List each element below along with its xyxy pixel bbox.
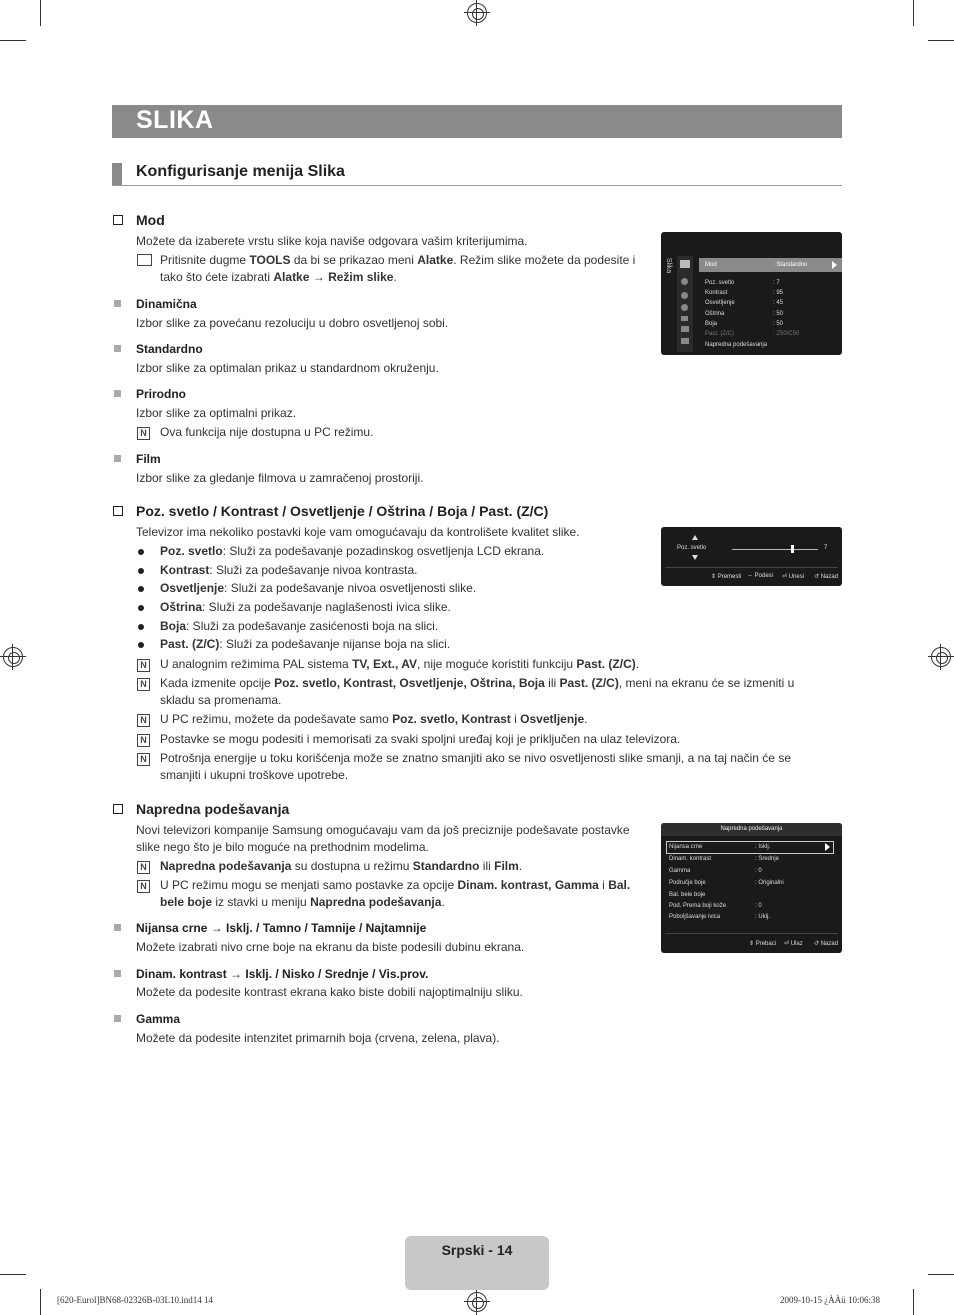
poz-bullet [160,599,451,616]
text-run: Bal. [608,878,631,892]
menu-row-value: : Standardno [773,262,808,268]
dialog-title: Napredna podešavanja [720,826,783,832]
menu-row-label: Nijansa crne [669,844,703,850]
text-run: . Režim slike možete da podesite i [453,253,636,267]
menu-row-label: Oštrina [705,311,725,317]
note-icon: N [137,714,150,727]
menu-row-label: Past. (Z/C) [705,331,735,337]
text-run: skladu sa promenama. [160,693,282,707]
poz-note [160,675,820,709]
note-icon: N [137,659,150,672]
checkbox-bullet-icon [113,506,123,516]
mod-item-title: Prirodno [136,387,186,401]
mod-tools-note: Pritisnite dugme TOOLS da bi se prikazao meni Alatke. Režim slike možete da podesite i tako što ćete izabrati Alatke → Režim slike. [160,253,636,284]
text-run: Oštrina [160,600,203,614]
napredna-item-title: Gamma [136,1012,181,1026]
nav-hint-enter: ⏎ Unesi [782,574,805,580]
poz-note [160,711,588,728]
text-run: Past. (Z/C) [559,676,619,690]
square-bullet-icon [114,390,121,397]
text-run: : Služi za podešavanje naglašenosti ivica slike. [202,600,451,614]
page-title: SLIKA [136,106,214,134]
nav-hint-enter: ⏎ Ulaz [784,941,803,947]
text-run: : Služi za podešavanje pozadinskog osvetljenja LCD ekrana. [222,544,545,558]
poz-bullet [160,562,417,579]
support-icon [681,338,689,344]
text-run: Poz. svetlo, Kontrast, Osvetljenje, Oštrina, Boja [274,676,545,690]
nav-hint-return: ↺ Nazad [814,574,839,580]
text-run: : Služi za podešavanje nijanse boja na slici. [219,637,451,651]
text-run: Napredna podešavanja [160,859,292,873]
square-bullet-icon [114,455,121,462]
right-arrow-icon [825,843,830,851]
slider-track[interactable] [732,549,818,550]
poz-bullet [160,636,450,653]
print-slug-right: 2009-10-15 ¿ÀÀü 10:06:38 [780,1295,880,1305]
menu-row-value: : 50 [773,311,784,317]
text-run: Premesti [717,574,742,580]
crop-mark [40,1289,41,1315]
menu-row-label: Poz. svetlo [705,280,735,286]
text-run: Kada izmenite opcije [160,676,275,690]
menu-row-label: Osvetljenje [705,300,735,306]
text-run: U PC režimu mogu se menjati samo postavke za opcije [160,878,458,892]
napredna-item-title: Nijansa crne → Isklj. / Tamno / Tamnije / Najtamnije [136,921,427,935]
text-run: Dinam. kontrast, Gamma [457,878,599,892]
text-run: Osvetljenje [160,581,225,595]
text-run: . [441,895,445,909]
text-run: Podesi [754,573,774,579]
text-run: Film [494,859,519,873]
menu-row-value: : Isklj. [755,844,771,850]
mod-item-title: Film [136,452,161,466]
crop-mark [928,40,954,41]
text-run: Poz. svetlo [160,544,223,558]
registration-mark [467,1292,487,1312]
poz-note [160,750,820,784]
napredna-note [160,858,522,875]
text-run: Past. (Z/C) [160,637,220,651]
poz-bullet [160,543,544,560]
menu-row-label: Dinam. kontrast [669,856,712,862]
square-bullet-icon [114,1015,121,1022]
mod-item-text: Izbor slike za optimalan prikaz u standardnom okruženju. [136,361,439,375]
text-run: Standardno [412,859,480,873]
text-run: Osvetljenje [520,712,585,726]
crop-mark [40,0,41,26]
napredna-item-text: Možete da podesite kontrast ekrana kako biste dobili najoptimalniju sliku. [136,985,523,999]
section-divider [112,185,842,186]
menu-row-value: : 7 [773,280,780,286]
text-run: i [510,712,521,726]
menu-row-value: : 50 [773,321,784,327]
poz-intro: Televizor ima nekoliko postavki koje vam omogućavaju da kontrolišete kvalitet slike. [136,525,580,539]
mod-item-title: Dinamična [136,297,197,311]
crop-mark [928,1274,954,1275]
poz-note: Postavke se mogu podesiti i memorisati za svaki spoljni uređaj koji je priključen na ulaz televizora. [160,732,681,746]
crop-mark [913,0,914,26]
text-run: smanjiti i ukupni troškove upotrebe. [160,768,349,782]
menu-row-value: : 95 [773,290,784,296]
text-run: Boja [160,619,187,633]
channel-icon [681,292,688,299]
mod-item-text: Izbor slike za povećanu rezoluciju u dobro osvetljenoj sobi. [136,316,449,330]
backlight-slider-screenshot [661,527,842,586]
text-run: U analognim režimima PAL sistema [160,657,353,671]
menu-row-value: : 0 [755,903,762,909]
section-title: Konfigurisanje menija Slika [136,163,345,180]
page-number: Srpski - 14 [441,1242,513,1258]
menu-row-value: : Uklj. [755,914,770,920]
application-icon [681,326,689,332]
text-run: , meni na ekranu će se izmeniti u [618,676,795,690]
text-run: iz stavki u meniju [212,895,311,909]
right-arrow-icon [832,261,837,269]
menu-row-label: Napredna podešavanja [705,342,768,348]
menu-row-label: Pod. Prema boji kože [669,903,727,909]
note-icon: N [137,734,150,747]
bullet-dot-icon [138,568,144,574]
text-run: . [635,657,640,671]
text-run: Ulaz [790,941,803,947]
slider-label: Poz. svetlo [677,545,707,551]
text-run: : Služi za podešavanje nivoa kontrasta. [209,563,418,577]
menu-row-label: Boja [705,321,718,327]
mod-item-text: Izbor slike za optimalni prikaz. [136,406,297,420]
text-run: Prebaci [755,941,777,947]
text-run: Nazad [820,574,839,580]
square-bullet-icon [114,300,121,307]
note-icon: N [137,678,150,691]
nav-divider [665,567,838,568]
square-bullet-icon [114,970,121,977]
bullet-dot-icon [138,642,144,648]
text-run: Potrošnja energije u toku korišćenja može se znatno smanjiti ako se nivo osvetljenosti slike smanji, a na taj način će se [160,751,791,765]
text-run: tako što ćete izabrati [160,270,274,284]
input-icon [681,316,688,321]
text-run: . [584,712,588,726]
menu-row-value: : Originalni [755,880,784,886]
mod-item-text: Izbor slike za gledanje filmova u zamračenoj prostoriji. [136,471,424,485]
napredna-note [160,877,650,911]
advanced-settings-screenshot [661,823,842,953]
print-slug-left: [620-Eurol]BN68-02326B-03L10.ind14 14 [57,1295,213,1305]
napredna-item-text: Možete da podesite intenzitet primarnih boja (crvena, zelena, plava). [136,1031,500,1045]
text-run: da bi se prikazao meni [290,253,418,267]
text-run: . [518,859,523,873]
registration-mark [931,647,951,667]
menu-row-value: : Srednje [755,856,780,862]
note-icon: N [137,880,150,893]
nav-hint-move: ⇕ Premesti [711,574,742,580]
text-run: Nazad [820,941,839,947]
nav-divider [665,933,838,934]
text-run: Kontrast [160,563,210,577]
bullet-dot-icon [138,586,144,592]
napredna-item-title: Dinam. kontrast → Isklj. / Nisko / Srednje / Vis.prov. [136,967,429,981]
text-run: Alatke → Režim slike [273,270,394,284]
crop-mark [0,1274,26,1275]
menu-row-value: : 45 [773,300,784,306]
mod-intro: Možete da izaberete vrstu slike koja naviše odgovara vašim kriterijumima. [136,234,528,248]
text-run: Pritisnite dugme [160,253,250,267]
bullet-dot-icon [138,549,144,555]
napredna-heading: Napredna podešavanja [136,801,290,817]
text-run: Poz. svetlo, Kontrast [392,712,511,726]
text-run: Alatke [417,253,454,267]
text-run: slike nego što je bilo moguće na prethodnim modelima. [136,840,429,854]
registration-mark [3,647,23,667]
text-run: U PC režimu, možete da podešavate samo [160,712,393,726]
tools-icon [137,254,152,266]
text-run: i [598,878,609,892]
down-arrow-icon [692,555,698,560]
napredna-item-text: Možete izabrati nivo crne boje na ekranu da biste podesili dubinu ekrana. [136,940,525,954]
note-icon: N [137,861,150,874]
text-run: Novi televizori kompanije Samsung omogućavaju vam da još preciznije podešavate postavke [136,823,630,837]
menu-row-label: Bal. bele boje [669,892,706,898]
menu-row-label: Područje boje [669,880,706,886]
mod-item-note: Ova funkcija nije dostupna u PC režimu. [160,425,374,439]
nav-hint-return: ↺ Nazad [814,941,839,947]
text-run: TOOLS [249,253,291,267]
menu-row-value: : Z50/C50 [773,331,800,337]
setup-icon [681,304,688,311]
text-run: Unesi [788,574,805,580]
picture-icon [680,260,690,268]
section-marker [112,163,122,185]
menu-row-label: Gamma [669,868,691,874]
slider-value: 7 [824,545,828,551]
registration-mark [467,3,487,23]
nav-hint-adjust: ⇔ Podesi [747,573,774,579]
page-number-tab [405,1236,549,1290]
poz-note [160,656,639,673]
crop-mark [913,1289,914,1315]
menu-row-label: Mod [705,262,717,268]
text-run: , nije moguće koristiti funkciju [417,657,577,671]
menu-row-label: Poboljšavanje ivica [669,914,721,920]
note-icon: N [137,427,150,440]
slider-knob[interactable] [791,545,794,553]
page-title-bar [112,105,842,138]
sound-icon [681,278,688,285]
text-run: : Služi za podešavanje zasićenosti boja na slici. [186,619,439,633]
text-run: su dostupna u režimu [291,859,413,873]
nav-hint-move: ⇕ Prebaci [749,941,777,947]
bullet-dot-icon [138,624,144,630]
poz-bullet [160,580,476,597]
square-bullet-icon [114,345,121,352]
menu-row-value: : 0 [755,868,762,874]
text-run: Napredna podešavanja [310,895,442,909]
side-label: Slika [665,258,672,274]
text-run: bele boje [160,895,213,909]
square-bullet-icon [114,924,121,931]
picture-menu-screenshot [661,232,842,355]
checkbox-bullet-icon [113,804,123,814]
poz-bullet [160,618,438,635]
mod-heading: Mod [136,212,165,228]
selected-row-highlight [699,258,842,272]
text-run: TV, Ext., AV [352,657,417,671]
mod-item-title: Standardno [136,342,203,356]
text-run: Past. (Z/C) [576,657,636,671]
poz-heading: Poz. svetlo / Kontrast / Osvetljenje / Oštrina / Boja / Past. (Z/C) [136,503,549,519]
checkbox-bullet-icon [113,215,123,225]
crop-mark [0,40,26,41]
text-run: ili [479,859,495,873]
text-run: : Služi za podešavanje nivoa osvetljenosti slike. [224,581,477,595]
text-run: ili [544,676,560,690]
note-icon: N [137,753,150,766]
menu-row-label: Kontrast [705,290,728,296]
napredna-intro [136,822,630,856]
up-arrow-icon [692,535,698,540]
bullet-dot-icon [138,605,144,611]
